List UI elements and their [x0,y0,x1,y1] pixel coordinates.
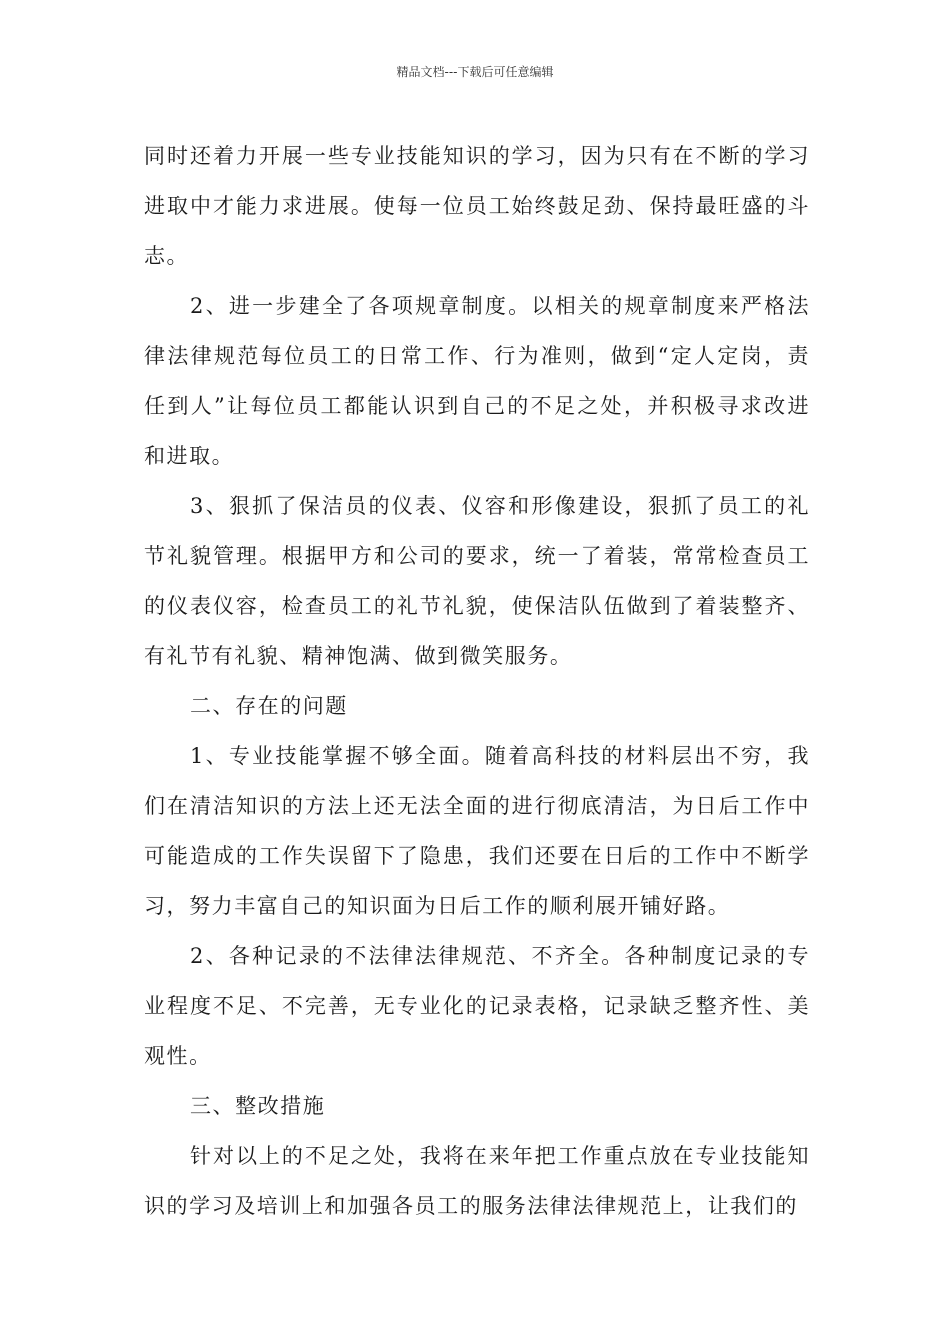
paragraph-measures: 针对以上的不足之处，我将在来年把工作重点放在专业技能知识的学习及培训上和加强各员工的服务法律法律规范上，让我们的 [144,1144,810,1218]
document-body [144,131,810,1231]
section-heading-problems: 二、存在的问题 [190,694,348,718]
page-header: 精品文档---下载后可任意编辑 [396,65,554,79]
paragraph-records: 2、各种记录的不法律法律规范、不齐全。各种制度记录的专业程度不足、不完善，无专业化的记录表格，记录缺乏整齐性、美观性。 [144,944,810,1068]
paragraph-appearance: 3、狠抓了保洁员的仪表、仪容和形像建设，狠抓了员工的礼节礼貌管理。根据甲方和公司的要求，统一了着装，常常检查员工的仪表仪容，检查员工的礼节礼貌，使保洁队伍做到了着装整齐、有礼节有礼貌、精神饱满、做到微笑服务。 [144,494,810,668]
paragraph-continuation: 同时还着力开展一些专业技能知识的学习，因为只有在不断的学习进取中才能力求进展。使每一位员工始终鼓足劲、保持最旺盛的斗志。 [144,144,810,268]
paragraph-regulations: 2、进一步建全了各项规章制度。以相关的规章制度来严格法律法律规范每位员工的日常工作、行为准则，做到“定人定岗，责任到人”让每位员工都能认识到自己的不足之处，并积极寻求改进和进取。 [144,294,810,468]
paragraph-skills: 1、专业技能掌握不够全面。随着高科技的材料层出不穷，我们在清洁知识的方法上还无法全面的进行彻底清洁，为日后工作中可能造成的工作失误留下了隐患，我们还要在日后的工作中不断学习，努力丰富自己的知识面为日后工作的顺利展开铺好路。 [144,744,810,918]
section-heading-measures: 三、整改措施 [190,1094,326,1118]
